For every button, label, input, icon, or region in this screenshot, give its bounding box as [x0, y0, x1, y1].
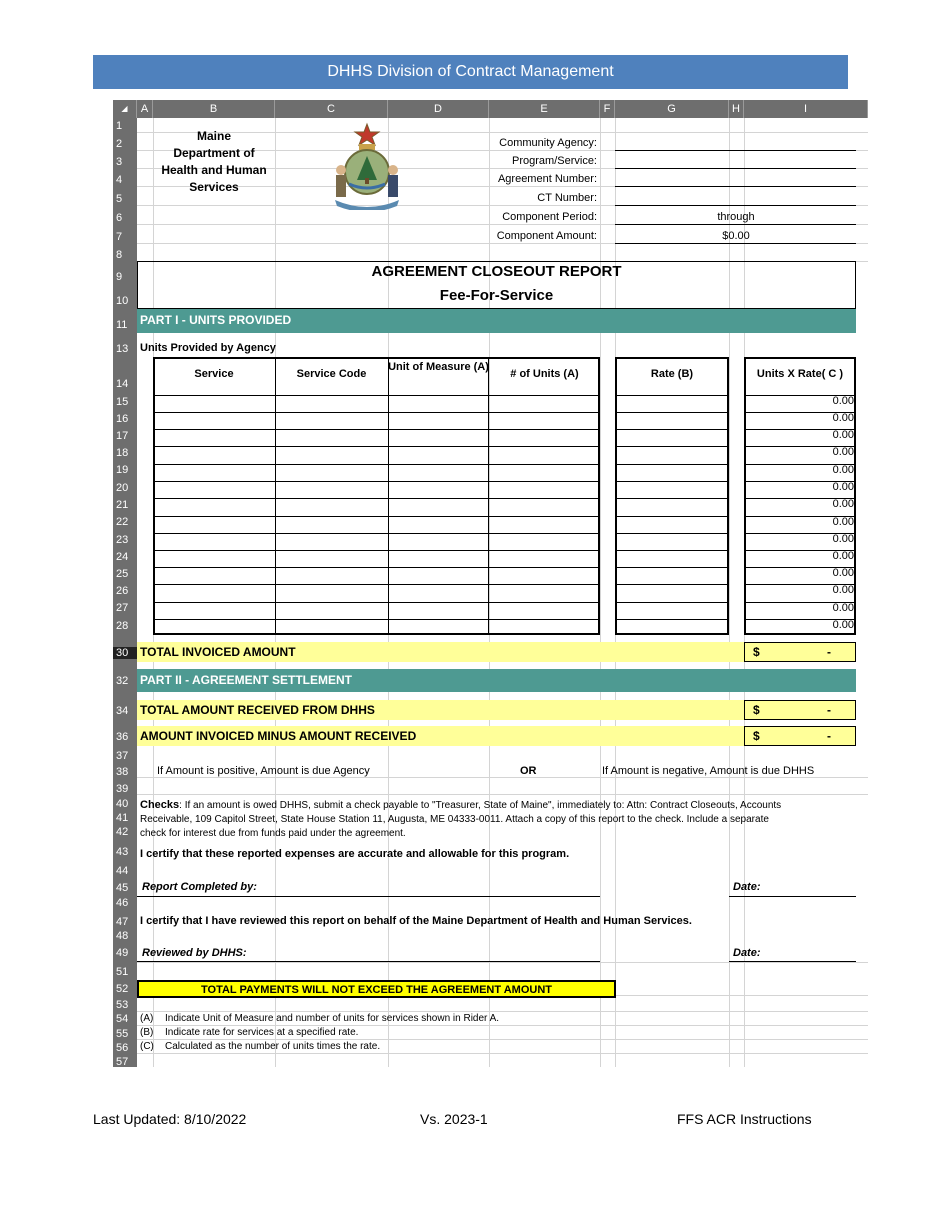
col-header-b[interactable]: B: [153, 100, 275, 118]
component-amount-value: $0.00: [722, 230, 750, 242]
spreadsheet: [113, 100, 868, 1067]
row-number[interactable]: 5: [116, 193, 123, 205]
row-number[interactable]: 57: [116, 1056, 129, 1068]
row-number[interactable]: 24: [116, 551, 129, 563]
row-number[interactable]: 42: [116, 826, 129, 838]
row-number[interactable]: 52: [116, 983, 129, 995]
row-number[interactable]: 41: [116, 812, 129, 824]
row-number[interactable]: 53: [116, 999, 129, 1011]
row-number[interactable]: 22: [116, 516, 129, 528]
row-number[interactable]: 8: [116, 249, 123, 261]
row-number[interactable]: 55: [116, 1028, 129, 1040]
row-number[interactable]: 4: [116, 174, 123, 186]
invoiced-minus-value: -: [827, 729, 831, 743]
row-number[interactable]: 28: [116, 620, 129, 632]
row-total[interactable]: 0.00: [832, 481, 854, 493]
footer-last-updated: Last Updated: 8/10/2022: [93, 1111, 247, 1127]
row-number[interactable]: 18: [116, 447, 129, 459]
units-by-agency-label: Units Provided by Agency: [140, 342, 276, 354]
invoiced-minus-box[interactable]: [744, 726, 856, 746]
footnote-text: Indicate rate for services at a specified rate.: [165, 1027, 359, 1038]
footnote-key: (B): [140, 1027, 154, 1038]
th-units-x-rate: Units X Rate( C ): [756, 368, 844, 380]
th-units: # of Units (A): [510, 368, 579, 380]
row-total[interactable]: 0.00: [832, 619, 854, 631]
negative-note: If Amount is negative, Amount is due DHHS: [602, 765, 815, 777]
field-agreement-number[interactable]: [615, 186, 856, 187]
row-number[interactable]: 40: [116, 798, 129, 810]
agency-line: Maine: [196, 129, 231, 143]
checks-line-1: : If an amount is owed DHHS, submit a check payable to "Treasurer, State of Maine", immediately to: Attn: Contract Closeouts, Accounts: [179, 800, 782, 811]
footer-doc-name: FFS ACR Instructions: [677, 1111, 812, 1127]
row-number[interactable]: 14: [116, 378, 129, 390]
report-subtitle: Fee-For-Service: [439, 287, 554, 304]
checks-line-2: Receivable, 109 Capitol Street, State House Station 11, Augusta, ME 04333-0011. Attach a copy of this report to the check. Include a separate: [140, 814, 769, 825]
row-number[interactable]: 49: [116, 947, 129, 959]
total-invoiced-box[interactable]: [744, 642, 856, 662]
field-ct-number[interactable]: [615, 205, 856, 206]
footnote-text: Indicate Unit of Measure and number of units for services shown in Rider A.: [165, 1013, 500, 1024]
row-number[interactable]: 15: [116, 396, 129, 408]
field-community-agency[interactable]: [615, 150, 856, 151]
completed-by-label: Report Completed by:: [142, 881, 257, 893]
row-total[interactable]: 0.00: [832, 412, 854, 424]
label-agreement-number: Agreement Number:: [497, 173, 597, 185]
part1-header: PART I - UNITS PROVIDED: [137, 309, 856, 333]
row-number[interactable]: 46: [116, 897, 129, 909]
col-header-e[interactable]: E: [489, 100, 600, 118]
invoiced-minus-label: AMOUNT INVOICED MINUS AMOUNT RECEIVED: [137, 726, 856, 746]
row-number[interactable]: 6: [116, 212, 123, 224]
row-total[interactable]: 0.00: [832, 602, 854, 614]
currency-symbol: $: [753, 703, 760, 717]
row-total[interactable]: 0.00: [832, 395, 854, 407]
payment-warning: TOTAL PAYMENTS WILL NOT EXCEED THE AGREEMENT AMOUNT: [137, 980, 616, 998]
reviewed-date-label: Date:: [733, 947, 761, 959]
row-number[interactable]: 16: [116, 413, 129, 425]
total-received-label: TOTAL AMOUNT RECEIVED FROM DHHS: [137, 700, 856, 720]
row-number[interactable]: 10: [116, 295, 129, 307]
certify-review: I certify that I have reviewed this report on behalf of the Maine Department of Health and Human Services.: [140, 915, 692, 927]
footnote-key: (C): [140, 1041, 154, 1052]
footer-version: Vs. 2023-1: [420, 1111, 488, 1127]
agency-line: Health and Human: [161, 163, 267, 177]
total-received-box[interactable]: [744, 700, 856, 720]
agency-name: [153, 128, 275, 196]
row-number[interactable]: 51: [116, 966, 129, 978]
row-number[interactable]: 37: [116, 750, 129, 762]
row-number[interactable]: 20: [116, 482, 129, 494]
field-component-period[interactable]: [615, 224, 856, 225]
period-through: through: [717, 211, 755, 223]
agency-line: Department of: [173, 146, 255, 160]
footnote-key: (A): [140, 1013, 154, 1024]
row-number[interactable]: 34: [116, 705, 129, 717]
th-service-code: Service Code: [296, 368, 367, 380]
row-number[interactable]: 2: [116, 138, 123, 150]
th-service: Service: [194, 368, 234, 380]
field-component-amount[interactable]: [615, 243, 856, 244]
total-received-value: -: [827, 703, 831, 717]
row-number[interactable]: 54: [116, 1013, 129, 1025]
checks-line-3: check for interest due from funds paid under the agreement.: [140, 828, 406, 839]
completed-date-line[interactable]: [729, 896, 856, 897]
row-total[interactable]: 0.00: [832, 429, 854, 441]
total-invoiced-label: TOTAL INVOICED AMOUNT: [137, 642, 856, 662]
row-number[interactable]: 13: [116, 343, 129, 355]
label-component-amount: Component Amount:: [496, 230, 597, 242]
label-community-agency: Community Agency:: [499, 137, 597, 149]
col-header-h[interactable]: H: [729, 100, 744, 118]
row-number[interactable]: 19: [116, 464, 129, 476]
row-number[interactable]: 23: [116, 534, 129, 546]
row-number[interactable]: 38: [116, 766, 129, 778]
col-header-d[interactable]: D: [388, 100, 489, 118]
row-number[interactable]: 27: [116, 602, 129, 614]
row-number[interactable]: 56: [116, 1042, 129, 1054]
reviewed-by-label: Reviewed by DHHS:: [142, 947, 247, 959]
select-all-corner[interactable]: ◢: [113, 100, 137, 118]
total-invoiced-value: -: [827, 645, 831, 659]
label-component-period: Component Period:: [502, 211, 597, 223]
row-number[interactable]: 44: [116, 865, 129, 877]
maine-seal-icon: [327, 122, 407, 210]
agency-line: Services: [189, 180, 239, 194]
row-number[interactable]: 21: [116, 499, 129, 511]
row-total[interactable]: 0.00: [832, 498, 854, 510]
footnote-text: Calculated as the number of units times the rate.: [165, 1041, 381, 1052]
row-number[interactable]: 17: [116, 430, 129, 442]
or-text: OR: [520, 765, 537, 777]
row-number[interactable]: 47: [116, 916, 129, 928]
row-number[interactable]: 36: [116, 731, 129, 743]
col-header-f[interactable]: F: [600, 100, 615, 118]
label-program-service: Program/Service:: [512, 155, 597, 167]
row-number[interactable]: 25: [116, 568, 129, 580]
row-number[interactable]: 45: [116, 882, 129, 894]
page-banner: DHHS Division of Contract Management: [93, 55, 848, 89]
row-number[interactable]: 11: [116, 319, 128, 331]
row-number[interactable]: 7: [116, 231, 123, 243]
checks-paragraph: [140, 799, 781, 811]
row-total[interactable]: 0.00: [832, 516, 854, 528]
row-total[interactable]: 0.00: [832, 446, 854, 458]
row-number[interactable]: 26: [116, 585, 129, 597]
col-header-i[interactable]: I: [744, 100, 868, 118]
row-number-active[interactable]: 30: [113, 647, 137, 659]
row-number[interactable]: 3: [116, 156, 123, 168]
checks-label: Checks: [140, 799, 180, 811]
row-total[interactable]: 0.00: [832, 464, 854, 476]
row-number[interactable]: 1: [116, 120, 123, 132]
certify-expenses: I certify that these reported expenses are accurate and allowable for this program.: [140, 848, 570, 860]
part2-header: PART II - AGREEMENT SETTLEMENT: [137, 669, 856, 692]
currency-symbol: $: [753, 729, 760, 743]
report-title: AGREEMENT CLOSEOUT REPORT: [371, 263, 622, 280]
reviewed-by-signature-line[interactable]: [137, 961, 600, 962]
row-total[interactable]: 0.00: [832, 584, 854, 596]
row-total[interactable]: 0.00: [832, 567, 854, 579]
row-number[interactable]: 48: [116, 930, 129, 942]
col-header-c[interactable]: C: [275, 100, 388, 118]
field-program-service[interactable]: [615, 168, 856, 169]
row-number[interactable]: 32: [116, 675, 129, 687]
row-total[interactable]: 0.00: [832, 550, 854, 562]
positive-note: If Amount is positive, Amount is due Agency: [157, 765, 370, 777]
label-ct-number: CT Number:: [537, 192, 597, 204]
completed-by-signature-line[interactable]: [137, 896, 600, 897]
row-number[interactable]: 9: [116, 271, 123, 283]
currency-symbol: $: [753, 645, 760, 659]
completed-date-label: Date:: [733, 881, 761, 893]
row-total[interactable]: 0.00: [832, 533, 854, 545]
row-number[interactable]: 39: [116, 783, 129, 795]
col-header-a[interactable]: A: [137, 100, 153, 118]
th-unit-of-measure: Unit of Measure (A): [388, 361, 489, 373]
col-header-g[interactable]: G: [615, 100, 729, 118]
th-rate: Rate (B): [650, 368, 694, 380]
reviewed-date-line[interactable]: [729, 961, 856, 962]
row-number[interactable]: 43: [116, 846, 129, 858]
